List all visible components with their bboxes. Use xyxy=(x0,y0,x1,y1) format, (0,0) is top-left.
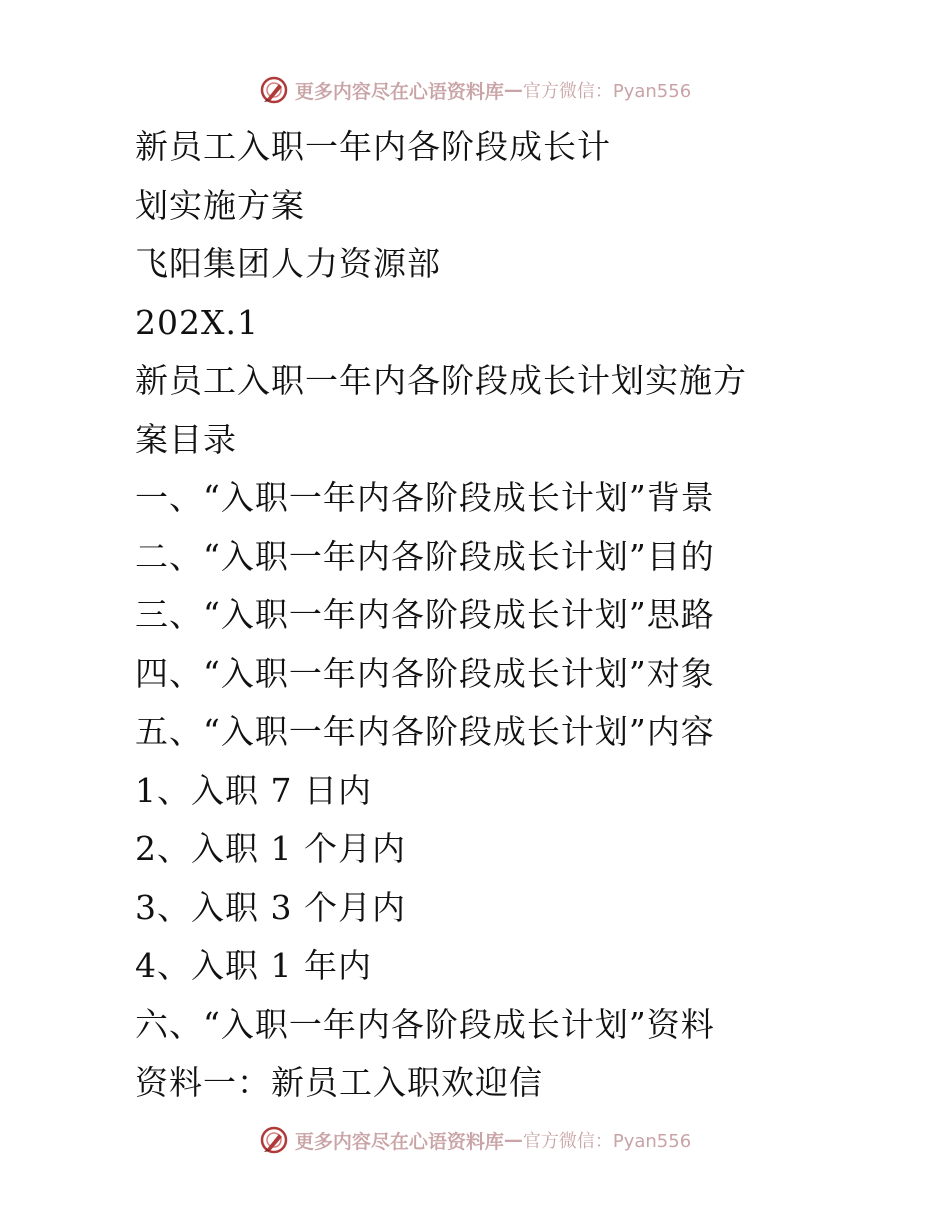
toc-item-approach: 三、“入职一年内各阶段成长计划”思路 xyxy=(135,595,715,634)
toc-subitem-3-months: 3、入职 3 个月内 xyxy=(135,887,406,927)
watermark-wechat: 官方微信：Pyan556 xyxy=(522,1131,692,1152)
toc-subitem-7-days: 1、入职 7 日内 xyxy=(135,770,372,810)
watermark-separator: — xyxy=(503,79,523,101)
toc-subitem-1-year: 4、入职 1 年内 xyxy=(135,946,372,985)
toc-item-materials: 六、“入职一年内各阶段成长计划”资料 xyxy=(135,1004,715,1044)
toc-title-line-2: 案目录 xyxy=(135,419,237,459)
pen-circle-logo-icon xyxy=(259,75,289,105)
watermark-footer xyxy=(0,1120,950,1160)
watermark-text: 更多内容尽在心语资料库 xyxy=(294,80,504,103)
pen-circle-logo-icon xyxy=(259,1125,289,1155)
toc-item-purpose: 二、“入职一年内各阶段成长计划”目的 xyxy=(135,536,715,576)
toc-material-welcome-letter: 资料一：新员工入职欢迎信 xyxy=(135,1063,543,1102)
title-line-1: 新员工入职一年内各阶段成长计 xyxy=(135,127,611,166)
watermark-text: 更多内容尽在心语资料库 xyxy=(294,1130,504,1153)
toc-subitem-1-month: 2、入职 1 个月内 xyxy=(135,829,406,868)
watermark-separator: — xyxy=(503,1129,523,1151)
date: 202X.1 xyxy=(135,302,259,342)
toc-item-content: 五、“入职一年内各阶段成长计划”内容 xyxy=(135,712,715,751)
watermark-header xyxy=(0,70,950,110)
document-body xyxy=(135,118,755,1113)
watermark-wechat: 官方微信：Pyan556 xyxy=(522,81,692,102)
title-line-2: 划实施方案 xyxy=(135,185,305,225)
organization: 飞阳集团人力资源部 xyxy=(135,244,441,283)
toc-item-target: 四、“入职一年内各阶段成长计划”对象 xyxy=(135,653,715,693)
toc-title-line-1: 新员工入职一年内各阶段成长计划实施方 xyxy=(135,361,747,400)
toc-item-background: 一、“入职一年内各阶段成长计划”背景 xyxy=(135,478,715,517)
